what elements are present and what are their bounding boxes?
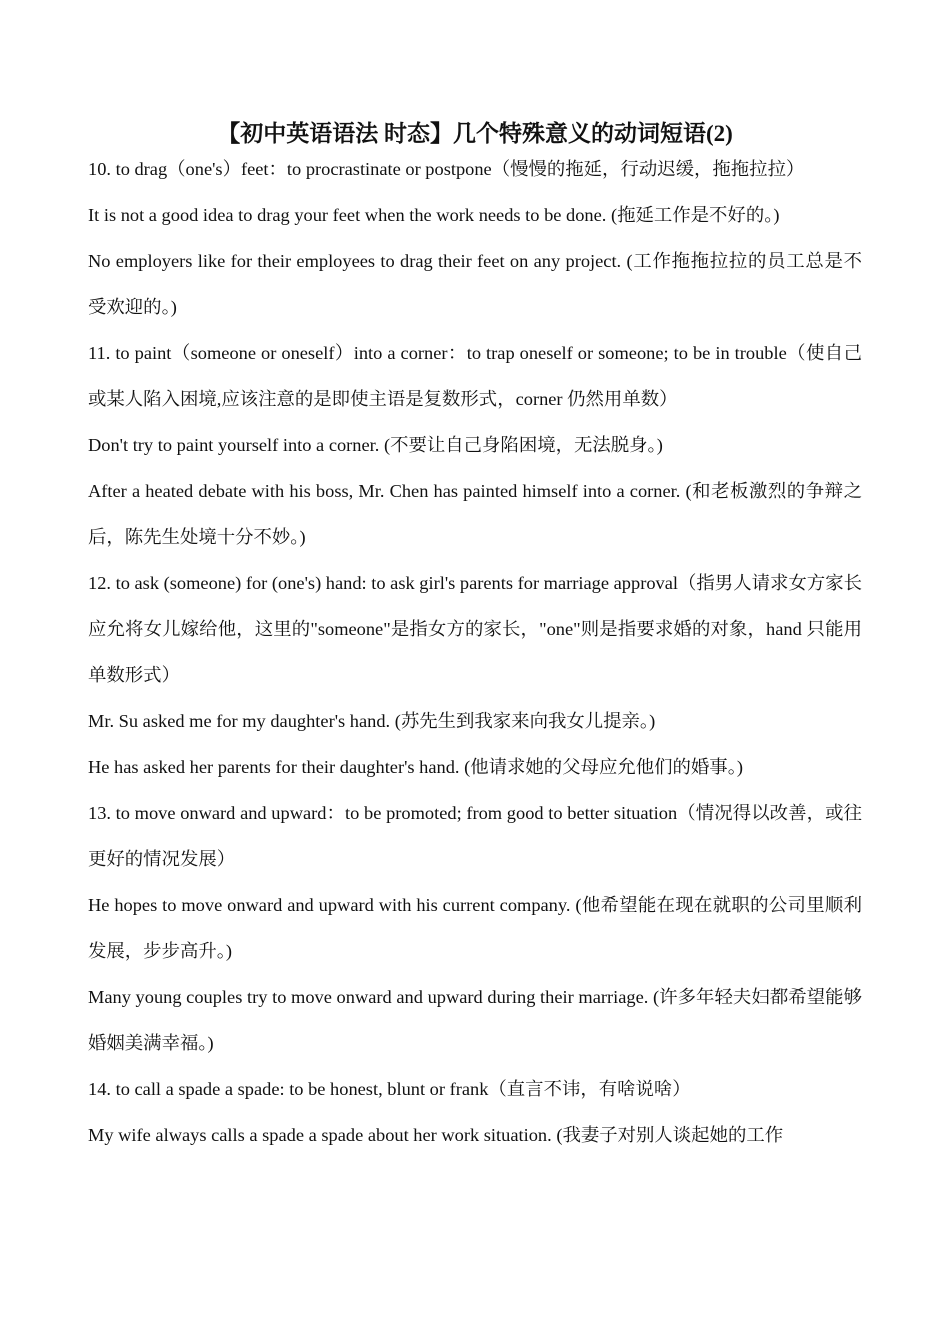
document-title: 【初中英语语法 时态】几个特殊意义的动词短语(2) (217, 121, 733, 146)
phrase-13-example-1: He hopes to move onward and upward with his current company. (他希望能在现在就职的公司里顺利发展，步步高升。) (88, 895, 862, 961)
phrase-11-definition: 11. to paint（someone or oneself）into a corner：to trap oneself or someone; to be in trouble（使自己或某人陷入困境,应该注意的是即使主语是复数形式，corner 仍然用单数） (88, 343, 862, 409)
document-body (88, 146, 862, 1158)
phrase-11-example-2: After a heated debate with his boss, Mr. Chen has painted himself into a corner. (和老板激烈的争辩之后，陈先生处境十分不妙。) (88, 481, 862, 547)
phrase-12-example-1: Mr. Su asked me for my daughter's hand. (苏先生到我家来向我女儿提亲。) (88, 711, 656, 731)
phrase-10-example-2: No employers like for their employees to drag their feet on any project. (工作拖拖拉拉的员工总是不受欢迎的。) (88, 251, 862, 317)
phrase-13-example-2: Many young couples try to move onward and upward during their marriage. (许多年轻夫妇都希望能够婚姻美满幸福。) (88, 987, 862, 1053)
phrase-13-definition: 13. to move onward and upward：to be promoted; from good to better situation（情况得以改善，或往更好的情况发展） (88, 803, 862, 869)
phrase-14-example-1: My wife always calls a spade a spade about her work situation. (我妻子对别人谈起她的工作 (88, 1125, 784, 1145)
phrase-12-example-2: He has asked her parents for their daughter's hand. (他请求她的父母应允他们的婚事。) (88, 757, 744, 777)
phrase-14-definition: 14. to call a spade a spade: to be honest, blunt or frank（直言不讳，有啥说啥） (88, 1079, 691, 1099)
phrase-10-example-1: It is not a good idea to drag your feet when the work needs to be done. (拖延工作是不好的。) (88, 205, 780, 225)
phrase-11-example-1: Don't try to paint yourself into a corner. (不要让自己身陷困境，无法脱身。) (88, 435, 663, 455)
phrase-12-definition: 12. to ask (someone) for (one's) hand: to ask girl's parents for marriage approval（指男人请求女方家长应允将女儿嫁给他，这里的"someone"是指女方的家长，"one"则是指要求婚的对象，hand 只能用单数形式） (88, 573, 862, 685)
phrase-10-definition: 10. to drag（one's）feet：to procrastinate or postpone（慢慢的拖延，行动迟缓，拖拖拉拉） (88, 159, 805, 179)
